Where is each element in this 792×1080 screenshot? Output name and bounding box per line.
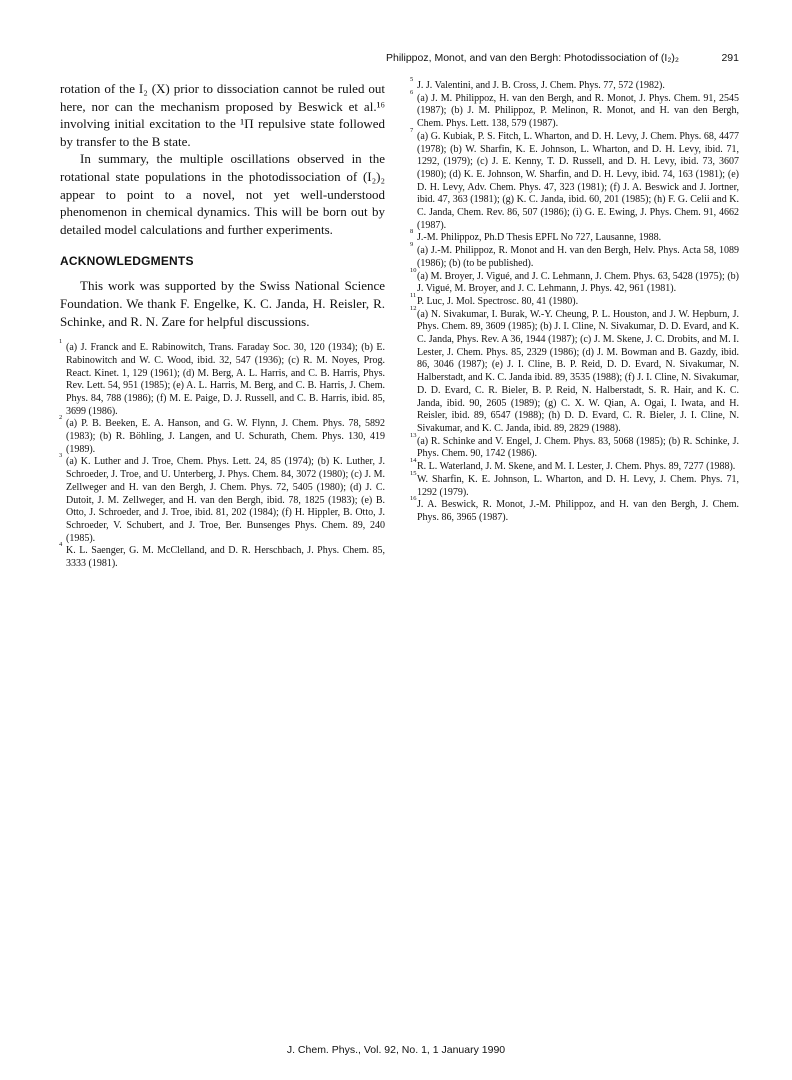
reference-text: K. L. Saenger, G. M. McClelland, and D. R. Herschbach, J. Phys. Chem. 85, 3333 (1981). [66, 545, 385, 570]
reference-number: 1 [59, 338, 63, 346]
reference-text: W. Sharfin, K. E. Johnson, L. Wharton, and D. H. Levy, J. Chem. Phys. 71, 1292 (1979). [417, 473, 739, 498]
reference-text: (a) J. M. Philippoz, H. van den Bergh, and R. Monot, J. Phys. Chem. 91, 2545 (1987); (b) J. M. Philippoz, P. Melinon, R. Monot, and H. van den Bergh, Chem. Phys. Lett. 138, 579 (1987). [417, 92, 739, 130]
reference-number: 6 [410, 88, 414, 96]
reference-text: (a) J. Franck and E. Rabinowitch, Trans. Faraday Soc. 30, 120 (1934); (b) E. Rabinowitch and W. C. Wood, ibid. 32, 547 (1936); (c) R. M. Noyes, Prog. React. Kinet. 1, 129 (1961); (d) M. Berg, A. L. Harris, and C. B. Harris, Phys. Rev. Lett. 54, 951 (1985); (e) A. L. Harris, M. Berg, and C. B. Harris, J. Chem. Phys. 84, 788 (1986); (f) M. E. Paige, D. J. Russell, and C. B. Harris, ibid. 85, 3699 (1986). [66, 342, 385, 417]
reference-number: 11 [410, 291, 417, 299]
reference-number: 8 [410, 228, 414, 236]
reference-number: 12 [410, 304, 417, 312]
reference-item [410, 76, 739, 93]
body-paragraph: rotation of the I₂ (X) prior to dissociation cannot be ruled out here, nor can the mechanism proposed by Beswick et al.¹⁶ involving initial excitation to the ¹Π repulsive state followed by transfer to the B state. [60, 81, 385, 149]
body-paragraph: In summary, the multiple oscillations observed in the rotational state populations in the photodissociation of (I₂)₂ appear to point to a novel, not yet well-understood phenomenon in chemical dynamics. This will be born out by detailed model calculations and further experiments. [60, 151, 385, 237]
reference-text: R. L. Waterland, J. M. Skene, and M. I. Lester, J. Chem. Phys. 89, 7277 (1988). [417, 461, 736, 473]
reference-text: J. A. Beswick, R. Monot, J.-M. Philippoz, and H. van den Bergh, J. Chem. Phys. 86, 3965 (1987). [417, 499, 739, 523]
reference-item [410, 88, 739, 131]
reference-item [410, 266, 739, 296]
reference-number: 9 [410, 241, 414, 249]
reference-list [59, 338, 385, 571]
running-footer: J. Chem. Phys., Vol. 92, No. 1, 1 January 1990 [286, 1044, 506, 1056]
reference-item [410, 291, 739, 309]
reference-text: (a) G. Kubiak, P. S. Fitch, L. Wharton, and D. H. Levy, J. Chem. Phys. 68, 4477 (1978); (b) W. Sharfin, K. E. Johnson, L. Wharton, and D. H. Levy, ibid. 71, 1292, (1979); (c) J. E. Kenny, T. D. Russell, and D. H. Levy, ibid. 73, 3607 (1980); (d) K. E. Johnson, W. Sharfin, and D. H. Levy, ibid. 74, 163 (1981); (e) D. H. Levy, Adv. Chem. Phys. 47, 323 (1981); (f) J. A. Beswick and J. Jortner, ibid. 47, 363 (1981); (g) K. C. Janda, ibid. 60, 201 (1985); (h) F. G. Celii and K. C. Janda, Chem. Rev. 86, 507 (1986); (i) G. E. Ewing, J. Phys. Chem. 91, 4662 (1987). [417, 130, 739, 231]
left-column [60, 80, 385, 571]
reference-number: 5 [410, 76, 414, 83]
running-header [60, 52, 739, 68]
reference-item [59, 414, 385, 456]
reference-number: 14 [410, 457, 417, 465]
reference-text: (a) M. Broyer, J. Vigué, and J. C. Lehmann, J. Chem. Phys. 63, 5428 (1975); (b) J. Vigué, M. Broyer, and J. C. Lehmann, J. Phys. 42, 961 (1981). [417, 270, 739, 295]
running-title: Philippoz, Monot, and van den Bergh: Photodissociation of (I₂)₂ [386, 52, 679, 64]
reference-text: (a) N. Sivakumar, I. Burak, W.-Y. Cheung, P. L. Houston, and J. W. Hepburn, J. Phys. Chem. 89, 3609 (1985); (b) J. I. Cline, N. Sivakumar, D. D. Evard, and K. C. Janda, Phys. Rev. A 36, 1944 (1987); (c) J. M. Skene, J. C. Drobits, and M. I. Lester, J. Chem. Phys. 85, 2329 (1986); (d) J. M. Bowman and B. Gazdy, ibid. 86, 3046 (1987); (e) J. I. Cline, B. P. Reid, D. D. Evard, N. Sivakumar, N. Halberstadt, and K. C. Janda ibid. 89, 3535 (1988); (f) J. I. Cline, N. Sivakumar, D. D. Evard, C. R. Bieler, B. P. Reid, N. Halberstadt, S. R. Hair, and K. C. Janda, ibid. 90, 2605 (1989); (g) C. X. W. Qian, A. Ogai, I. Iwata, and H. Reisler, ibid. 89, 6547 (1988); (h) D. D. Evard, C. R. Bieler, J. I. Cline, N. Sivakumar, and K. C. Janda, ibid. 89, 2829 (1988). [417, 308, 739, 434]
reference-number: 4 [59, 541, 63, 549]
reference-item [59, 541, 385, 570]
reference-text: (a) R. Schinke and V. Engel, J. Chem. Phys. 83, 5068 (1985); (b) R. Schinke, J. Phys. Chem. 90, 1742 (1986). [417, 435, 739, 460]
reference-item [410, 241, 739, 270]
acknowledgments-text: This work was supported by the Swiss National Science Foundation. We thank F. Engelke, K. C. Janda, H. Reisler, R. Schinke, and R. N. Zare for helpful discussions. [60, 278, 385, 329]
reference-text: (a) J.-M. Philippoz, R. Monot and H. van den Bergh, Helv. Phys. Acta 58, 1089 (1986); (b) (to be published). [417, 245, 739, 269]
reference-text: P. Luc, J. Mol. Spectrosc. 80, 41 (1980). [417, 295, 579, 307]
right-column [410, 76, 739, 525]
reference-number: 2 [59, 414, 63, 422]
reference-text: (a) P. B. Beeken, E. A. Hanson, and G. W. Flynn, J. Chem. Phys. 78, 5892 (1983); (b) R. Böhling, J. Langen, and U. Schurath, Chem. Phys. 130, 419 (1989). [66, 418, 385, 455]
reference-number: 3 [59, 452, 63, 460]
reference-item [59, 452, 385, 545]
reference-number: 13 [410, 431, 417, 439]
reference-item [410, 304, 739, 436]
acknowledgments-heading: ACKNOWLEDGMENTS [60, 254, 194, 269]
reference-text: J. J. Valentini, and J. B. Cross, J. Chem. Phys. 77, 572 (1982). [417, 80, 665, 91]
reference-number: 7 [410, 126, 414, 134]
reference-item [59, 338, 385, 418]
reference-item [410, 126, 739, 233]
reference-item [410, 457, 739, 474]
reference-item [410, 228, 739, 245]
reference-text: J.-M. Philippoz, Ph.D Thesis EPFL No 727, Lausanne, 1988. [417, 232, 662, 244]
reference-number: 16 [410, 495, 417, 503]
page-number: 291 [721, 52, 739, 64]
reference-number: 15 [410, 469, 417, 477]
reference-text: (a) K. Luther and J. Troe, Chem. Phys. Lett. 24, 85 (1974); (b) K. Luther, J. Schroeder, J. Troe, and U. Unterberg, J. Phys. Chem. 84, 3072 (1980); (c) J. M. Zellweger and H. van den Bergh, J. Chem. Phys. 72, 5405 (1980); (d) J. C. Dutoit, J. M. Zellweger, and H. van den Bergh, ibid. 78, 1825 (1983); (e) B. Otto, J. Schroeder, and J. Troe, ibid. 81, 202 (1984); (f) H. Hippler, B. Otto, J. Schroeder, V. Schubert, and J. Troe, Ber. Bunsenges Phys. Chem. 89, 240 (1985). [66, 456, 385, 544]
reference-number: 10 [410, 266, 417, 274]
reference-item [410, 495, 739, 524]
